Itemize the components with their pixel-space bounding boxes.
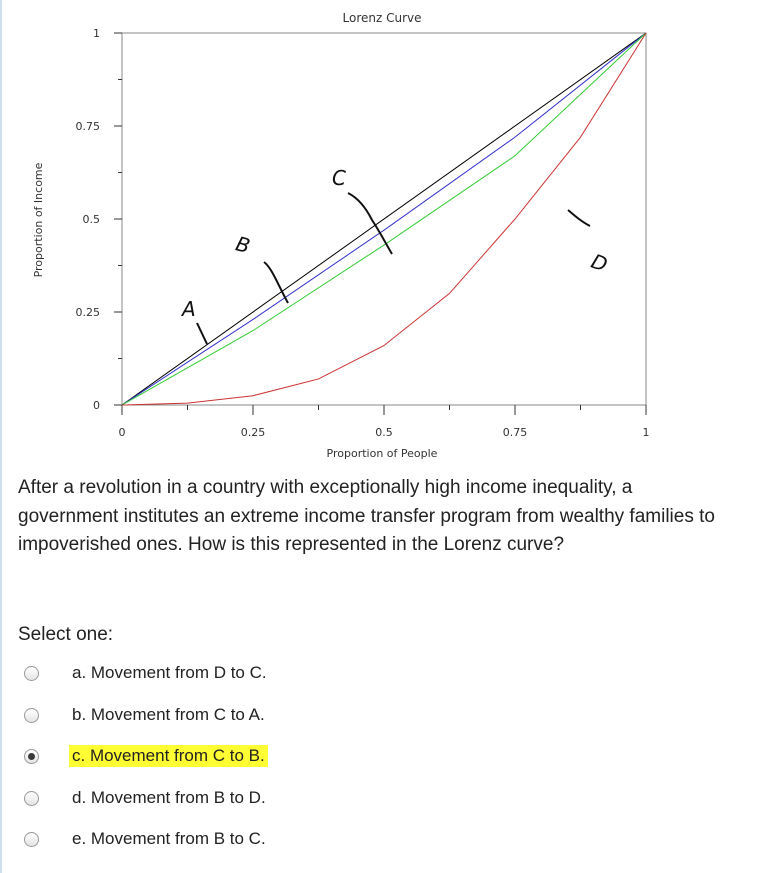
handwritten-annotations <box>180 166 611 344</box>
x-axis-label: Proportion of People <box>326 447 438 460</box>
annotation-a-label: A <box>182 297 196 321</box>
option-a[interactable] <box>24 660 270 686</box>
option-b[interactable] <box>24 702 268 728</box>
option-label[interactable]: a. Movement from D to C. <box>72 663 267 682</box>
annotation-b-pointer <box>264 262 288 303</box>
y-tick-label: 0.5 <box>82 213 100 226</box>
option-d[interactable] <box>24 785 269 811</box>
y-axis-label: Proportion of Income <box>32 162 45 278</box>
option-label[interactable]: e. Movement from B to C. <box>72 829 266 848</box>
annotation-c-label: C <box>332 166 346 190</box>
option-label[interactable]: c. Movement from C to B. <box>69 745 268 767</box>
option-label[interactable]: b. Movement from C to A. <box>72 705 265 724</box>
annotation-d-label: D <box>588 248 611 277</box>
chart-title: Lorenz Curve <box>342 11 422 25</box>
radio-button-icon[interactable] <box>24 708 39 723</box>
series-line-a <box>122 33 646 405</box>
select-one-label: Select one: <box>18 624 114 645</box>
annotation-b-label: B <box>233 231 253 259</box>
option-c[interactable] <box>24 743 268 769</box>
y-tick-label: 0 <box>93 399 100 412</box>
x-tick-label: 1 <box>642 426 650 439</box>
x-tick-label: 0 <box>118 426 126 439</box>
x-axis <box>119 405 650 439</box>
annotation-d-pointer <box>568 210 590 226</box>
radio-button-icon[interactable] <box>24 666 39 681</box>
question-text: After a revolution in a country with exceptionally high income inequality, a government institutes an extreme income transfer program from wealthy families to impoverished ones. How is this represented in the Lorenz curve? <box>18 477 715 555</box>
x-tick-label: 0.25 <box>240 426 266 439</box>
annotation-c-pointer <box>348 193 392 254</box>
x-tick-label: 0.5 <box>375 426 393 439</box>
y-axis <box>76 27 123 412</box>
y-tick-label: 0.75 <box>75 120 100 133</box>
x-tick-label: 0.75 <box>502 426 528 439</box>
radio-button-icon[interactable] <box>24 749 39 764</box>
annotation-a-pointer <box>197 323 207 344</box>
option-label[interactable]: d. Movement from B to D. <box>72 788 266 807</box>
series-group <box>122 33 646 405</box>
y-tick-label: 1 <box>93 27 100 40</box>
radio-button-icon[interactable] <box>24 832 39 847</box>
radio-button-icon[interactable] <box>24 791 39 806</box>
option-e[interactable] <box>24 826 269 852</box>
y-tick-label: 0.25 <box>75 306 100 319</box>
